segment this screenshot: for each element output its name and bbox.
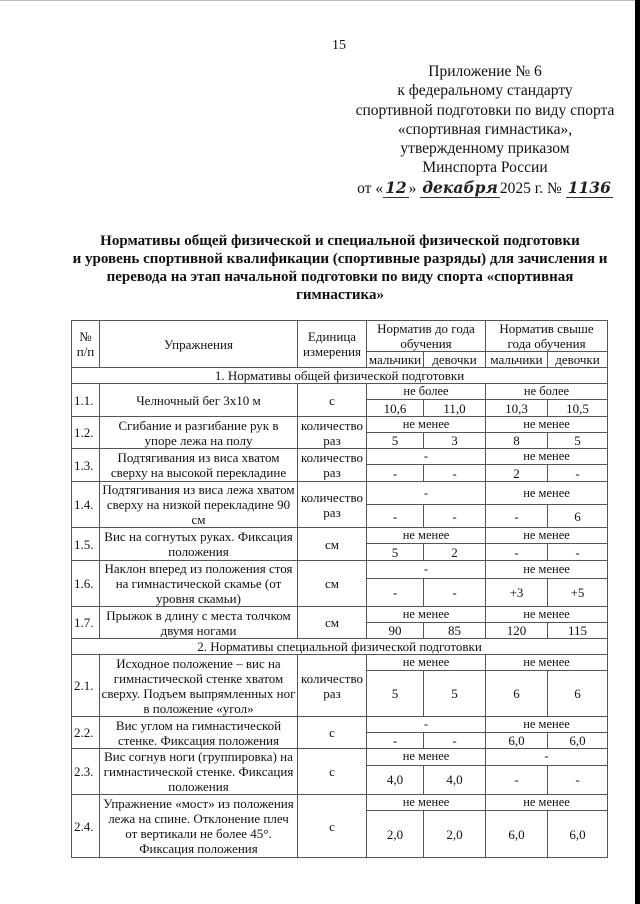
exercise-name: Вис согнув ноги (группировка) на гимнастической стенке. Фиксация положения (100, 749, 298, 795)
header-num: № п/п (72, 321, 100, 368)
condition-first-year: не менее (367, 607, 486, 623)
exercise-name: Подтягивания из виса лежа хватом сверху на низкой перекладине 90 см (100, 482, 298, 528)
unit: количество раз (298, 417, 367, 449)
value-first-year-girls: - (424, 733, 486, 749)
header-exercise: Упражнения (100, 321, 298, 368)
appendix-block (350, 62, 620, 198)
value-after-first-year-girls: 6 (548, 671, 608, 717)
value-first-year-girls: 2,0 (424, 811, 486, 858)
table-row (72, 717, 608, 733)
value-after-first-year-boys: - (486, 544, 548, 561)
exercise-name: Вис на согнутых руках. Фиксация положения (100, 528, 298, 561)
date-year: 2025 г. № (499, 179, 562, 197)
value-after-first-year-girls: 5 (548, 433, 608, 449)
exercise-name: Сгибание и разгибание рук в упоре лежа на полу (100, 417, 298, 449)
condition-after-first-year: не менее (486, 655, 608, 671)
table-row (72, 561, 608, 579)
date-quote: » (408, 179, 417, 197)
value-after-first-year-girls: - (548, 544, 608, 561)
page-top-edge (0, 0, 640, 1)
condition-after-first-year: не менее (486, 607, 608, 623)
document-title (70, 232, 610, 304)
condition-after-first-year: не менее (486, 795, 608, 811)
row-number: 1.1. (72, 384, 100, 417)
value-first-year-girls: - (424, 578, 486, 606)
value-first-year-boys: - (367, 733, 424, 749)
exercise-name: Челночный бег 3х10 м (100, 384, 298, 417)
value-after-first-year-boys: - (486, 765, 548, 794)
condition-first-year: - (367, 717, 486, 733)
condition-after-first-year: - (486, 749, 608, 766)
value-after-first-year-boys: 6,0 (486, 733, 548, 749)
row-number: 1.4. (72, 482, 100, 528)
condition-first-year: не менее (367, 749, 486, 766)
handwritten-order-number: 1136 (567, 177, 611, 197)
exercise-name: Прыжок в длину с места толчком двумя ногами (100, 607, 298, 639)
unit: с (298, 717, 367, 749)
handwritten-day: 12 (385, 177, 407, 197)
value-first-year-boys: 5 (367, 671, 424, 717)
norms-table (71, 320, 608, 858)
handwritten-month: декабря (422, 177, 498, 197)
condition-first-year: - (367, 561, 486, 579)
value-first-year-girls: - (424, 465, 486, 482)
title-line: Нормативы общей физической и специальной физической подготовки (100, 233, 580, 249)
appendix-line: утвержденному приказом (400, 140, 570, 158)
value-after-first-year-boys: 6,0 (486, 811, 548, 858)
section-header-row (72, 639, 608, 655)
scan-edge-bar (635, 0, 640, 904)
table-row (72, 655, 608, 671)
header-girls: девочки (424, 352, 486, 368)
value-after-first-year-girls: 10,5 (548, 400, 608, 417)
value-first-year-boys: 10,6 (367, 400, 424, 417)
row-number: 1.7. (72, 607, 100, 639)
exercise-name: Подтягивания из виса хватом сверху на высокой перекладине (100, 449, 298, 482)
unit: см (298, 607, 367, 639)
exercise-name: Наклон вперед из положения стоя на гимнастической скамье (от уровня скамьи) (100, 561, 298, 607)
header-boys: мальчики (367, 352, 424, 368)
header-boys: мальчики (486, 352, 548, 368)
condition-after-first-year: не менее (486, 717, 608, 733)
unit: с (298, 749, 367, 795)
unit: с (298, 384, 367, 417)
value-after-first-year-girls: 115 (548, 623, 608, 639)
table-row (72, 607, 608, 623)
row-number: 1.2. (72, 417, 100, 449)
value-after-first-year-boys: +3 (486, 578, 548, 606)
unit: количество раз (298, 482, 367, 528)
order-date-line (350, 178, 620, 198)
unit: с (298, 795, 367, 858)
value-after-first-year-girls: 6 (548, 505, 608, 528)
value-after-first-year-boys: - (486, 505, 548, 528)
table-row (72, 749, 608, 766)
header-unit: Единица измерения (298, 321, 367, 368)
condition-first-year: не менее (367, 528, 486, 544)
value-first-year-girls: 5 (424, 671, 486, 717)
header-group-first-year: Норматив до года обучения (367, 321, 486, 352)
appendix-line: Минспорта России (422, 159, 548, 177)
unit: количество раз (298, 655, 367, 717)
title-line: и уровень спортивной квалификации (спортивные разряды) для зачисления и (72, 251, 608, 267)
row-number: 2.2. (72, 717, 100, 749)
condition-after-first-year: не менее (486, 417, 608, 433)
value-after-first-year-boys: 120 (486, 623, 548, 639)
header-girls: девочки (548, 352, 608, 368)
section-title: 1. Нормативы общей физической подготовки (72, 368, 608, 384)
page-number: 15 (332, 38, 346, 53)
table-row (72, 795, 608, 811)
condition-first-year: - (367, 482, 486, 505)
value-first-year-boys: 2,0 (367, 811, 424, 858)
appendix-line: «спортивная гимнастика», (397, 120, 573, 138)
value-after-first-year-girls: 6,0 (548, 733, 608, 749)
title-line: перевода на этап начальной подготовки по виду спорта «спортивная (106, 269, 574, 285)
value-first-year-girls: 11,0 (424, 400, 486, 417)
value-first-year-boys: 4,0 (367, 765, 424, 794)
table-row (72, 449, 608, 465)
table-row (72, 528, 608, 544)
condition-first-year: не менее (367, 417, 486, 433)
appendix-line: спортивной подготовки по виду спорта (355, 101, 615, 119)
condition-first-year: не менее (367, 795, 486, 811)
title-line: гимнастика» (296, 287, 384, 303)
header-group-after-first-year: Норматив свыше года обучения (486, 321, 608, 352)
unit: см (298, 561, 367, 607)
row-number: 1.3. (72, 449, 100, 482)
value-first-year-boys: 5 (367, 544, 424, 561)
value-first-year-boys: 90 (367, 623, 424, 639)
condition-after-first-year: не менее (486, 449, 608, 465)
value-first-year-boys: - (367, 505, 424, 528)
value-first-year-boys: - (367, 578, 424, 606)
table-row (72, 384, 608, 400)
condition-after-first-year: не менее (486, 561, 608, 579)
table-body (72, 368, 608, 858)
row-number: 1.6. (72, 561, 100, 607)
appendix-line: к федеральному стандарту (397, 82, 573, 100)
exercise-name: Вис углом на гимнастической стенке. Фиксация положения (100, 717, 298, 749)
unit: количество раз (298, 449, 367, 482)
value-after-first-year-boys: 8 (486, 433, 548, 449)
value-first-year-girls: 3 (424, 433, 486, 449)
section-title: 2. Нормативы специальной физической подготовки (72, 639, 608, 655)
value-after-first-year-boys: 6 (486, 671, 548, 717)
date-prefix: от « (357, 179, 384, 197)
value-first-year-boys: - (367, 465, 424, 482)
exercise-name: Упражнение «мост» из положения лежа на спине. Отклонение плеч от вертикали не более 45°. Фиксация положения (100, 795, 298, 858)
value-after-first-year-boys: 10,3 (486, 400, 548, 417)
table-row (72, 417, 608, 433)
condition-first-year: - (367, 449, 486, 465)
value-first-year-girls: 2 (424, 544, 486, 561)
row-number: 2.4. (72, 795, 100, 858)
section-header-row (72, 368, 608, 384)
exercise-name: Исходное положение – вис на гимнастической стенке хватом сверху. Подъем выпрямленных ног в положение «угол» (100, 655, 298, 717)
row-number: 2.1. (72, 655, 100, 717)
value-after-first-year-girls: +5 (548, 578, 608, 606)
condition-first-year: не более (367, 384, 486, 400)
value-after-first-year-girls: 6,0 (548, 811, 608, 858)
row-number: 2.3. (72, 749, 100, 795)
condition-after-first-year: не менее (486, 482, 608, 505)
value-first-year-girls: 4,0 (424, 765, 486, 794)
unit: см (298, 528, 367, 561)
value-after-first-year-girls: - (548, 765, 608, 794)
condition-after-first-year: не более (486, 384, 608, 400)
value-first-year-girls: - (424, 505, 486, 528)
condition-after-first-year: не менее (486, 528, 608, 544)
row-number: 1.5. (72, 528, 100, 561)
value-after-first-year-boys: 2 (486, 465, 548, 482)
condition-first-year: не менее (367, 655, 486, 671)
value-after-first-year-girls: - (548, 465, 608, 482)
table-row (72, 482, 608, 505)
value-first-year-girls: 85 (424, 623, 486, 639)
appendix-line: Приложение № 6 (428, 63, 542, 80)
value-first-year-boys: 5 (367, 433, 424, 449)
